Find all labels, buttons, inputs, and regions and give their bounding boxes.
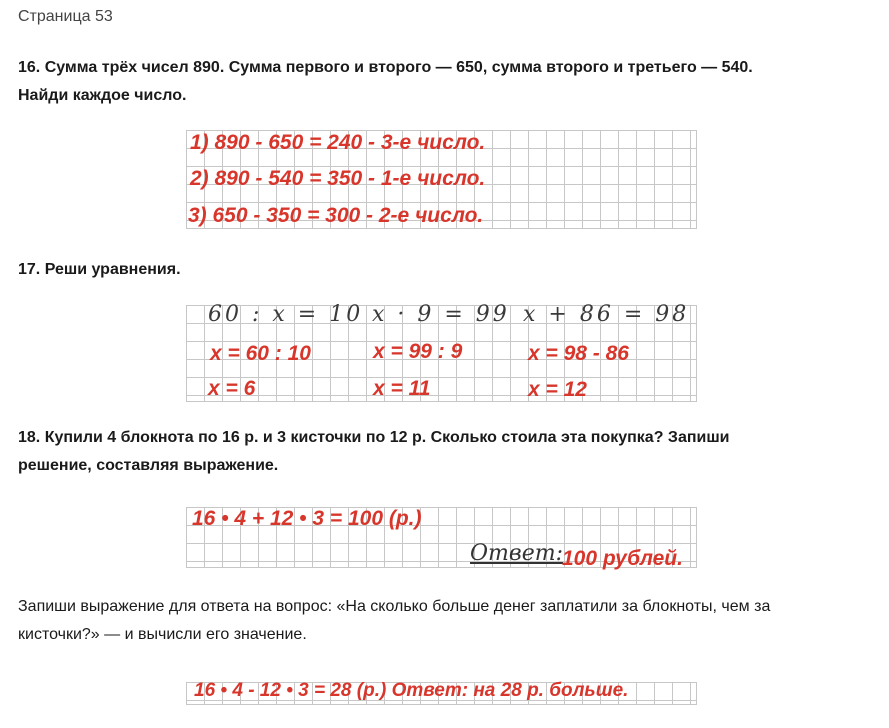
task-18-answer-value: 100 рублей. (562, 547, 683, 570)
task-17-title: 17. Реши уравнения. (18, 261, 181, 278)
equation-2: x · 9 = 99 (372, 302, 510, 327)
task-16-answer-3: 3) 650 - 350 = 300 - 2-е число. (188, 204, 484, 227)
question-line-2: кисточки?» — и вычисли его значение. (18, 626, 307, 643)
equation-1-step: x = 60 : 10 (210, 342, 311, 365)
task-16-line-1: 16. Сумма трёх чисел 890. Сумма первого и второго — 650, сумма второго и третьего — 540. (18, 59, 753, 76)
question-expression: 16 • 4 - 12 • 3 = 28 (р.) Ответ: на 28 р. больше. (194, 680, 629, 701)
task-16-answer-2: 2) 890 - 540 = 350 - 1-е число. (190, 167, 486, 190)
equation-1-result: x = 6 (208, 377, 256, 400)
equation-1: 60 : x = 10 (208, 302, 364, 327)
question-line-1: Запиши выражение для ответа на вопрос: «На сколько больше денег заплатили за блокноты, чем за (18, 598, 771, 615)
equation-2-step: x = 99 : 9 (373, 340, 463, 363)
page-title: Страница 53 (18, 8, 113, 25)
equation-3-result: x = 12 (528, 378, 587, 401)
task-18-line-2: решение, составляя выражение. (18, 457, 279, 474)
task-18-line-1: 18. Купили 4 блокнота по 16 р. и 3 кисточки по 12 р. Сколько стоила эта покупка? Запиши (18, 429, 730, 446)
task-18-expression: 16 • 4 + 12 • 3 = 100 (р.) (192, 507, 422, 530)
task-18-answer-label: Ответ: (470, 541, 563, 566)
equation-3: x + 86 = 98 (523, 302, 690, 327)
equation-3-step: x = 98 - 86 (528, 342, 629, 365)
task-16-answer-1: 1) 890 - 650 = 240 - 3-е число. (190, 131, 486, 154)
equation-2-result: x = 11 (373, 377, 431, 400)
task-16-line-2: Найди каждое число. (18, 87, 187, 104)
